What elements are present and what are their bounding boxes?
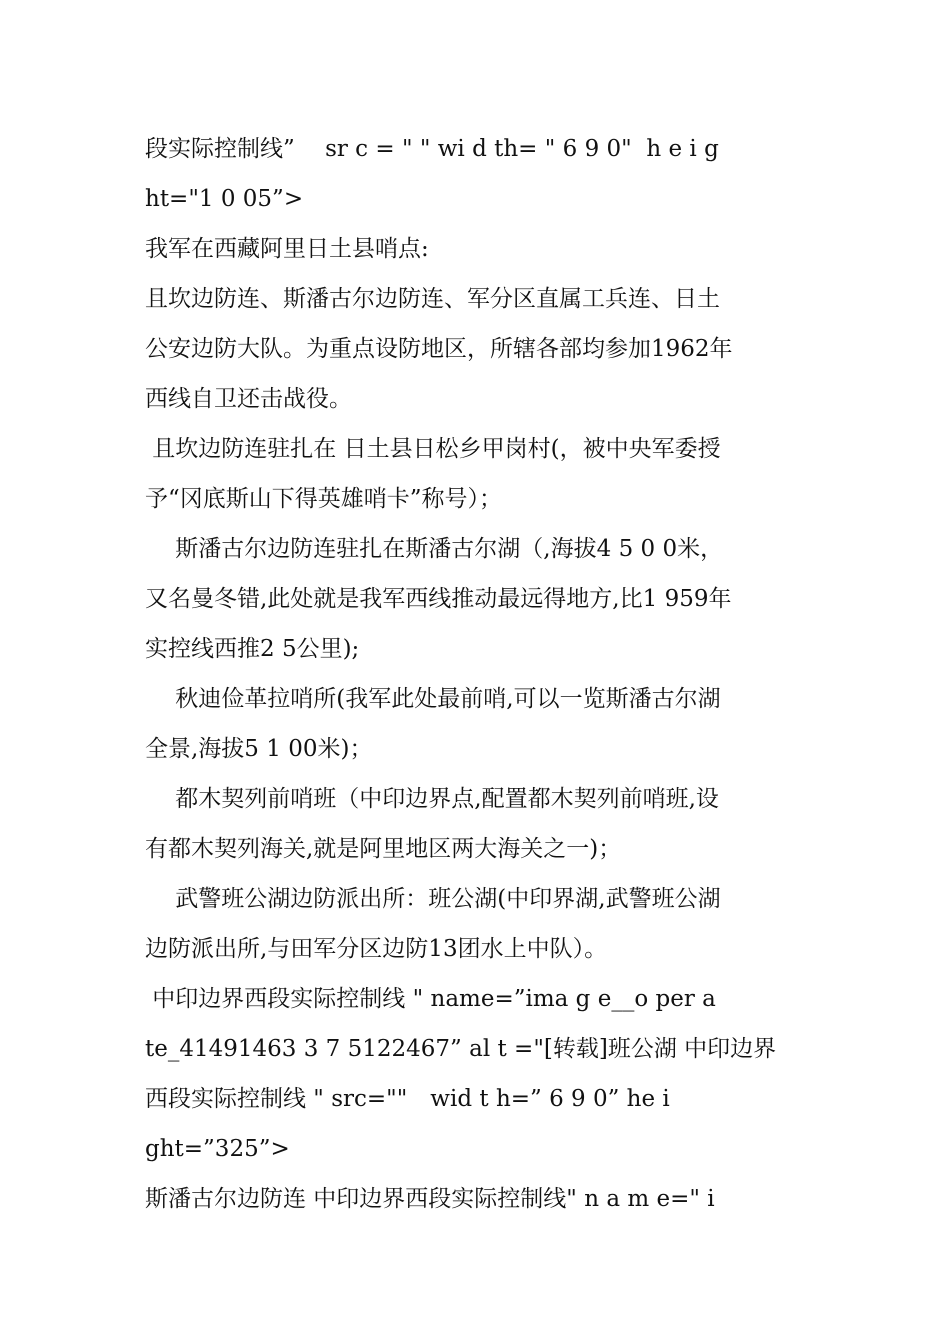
text-line: 斯潘古尔边防连 中印边界西段实际控制线" n a m e=" i xyxy=(145,1186,715,1212)
text-line: ht="1 0 05”> xyxy=(145,186,304,212)
text-line: 斯潘古尔边防连驻扎在斯潘古尔湖（,海拔4 5 0 0米， xyxy=(145,536,724,562)
text-line: 边防派出所,与田军分区边防13团水上中队）。 xyxy=(145,936,608,962)
text-line: 且坎边防连、斯潘古尔边防连、军分区直属工兵连、日土 xyxy=(145,286,720,312)
text-line: 且坎边防连驻扎在 日土县日松乡甲岗村(，被中央军委授 xyxy=(145,436,721,462)
text-line: te_41491463 3 7 5122467” al t ="[转载]班公湖 中印边界 xyxy=(145,1036,777,1062)
text-line: 西线自卫还击战役。 xyxy=(145,386,352,412)
text-line: 段实际控制线” sr c = " " wi d th= " 6 9 0" h e i g xyxy=(145,136,719,162)
text-line: 秋迪俭革拉哨所(我军此处最前哨,可以一览斯潘古尔湖 xyxy=(145,686,721,712)
text-line: 武警班公湖边防派出所：班公湖(中印界湖,武警班公湖 xyxy=(145,886,721,912)
text-line: ght=”325”> xyxy=(145,1136,290,1162)
text-line: 我军在西藏阿里日土县哨点: xyxy=(145,236,429,262)
text-line: 又名曼冬错,此处就是我军西线推动最远得地方,比1 959年 xyxy=(145,586,732,612)
text-line: 实控线西推2 5公里); xyxy=(145,636,360,662)
text-line: 西段实际控制线 " src="" wid t h=” 6 9 0” he i xyxy=(145,1086,670,1112)
text-line: 予“冈底斯山下得英雄哨卡”称号）； xyxy=(145,486,503,512)
text-line: 都木契列前哨班（中印边界点,配置都木契列前哨班,设 xyxy=(145,786,719,812)
text-line: 中印边界西段实际控制线 " name=”ima g e__o per a xyxy=(145,986,716,1012)
text-line: 全景,海拔5 1 00米)； xyxy=(145,736,373,762)
text-line: 有都木契列海关,就是阿里地区两大海关之一)； xyxy=(145,836,622,862)
text-line: 公安边防大队。为重点设防地区，所辖各部均参加1962年 xyxy=(145,336,733,362)
